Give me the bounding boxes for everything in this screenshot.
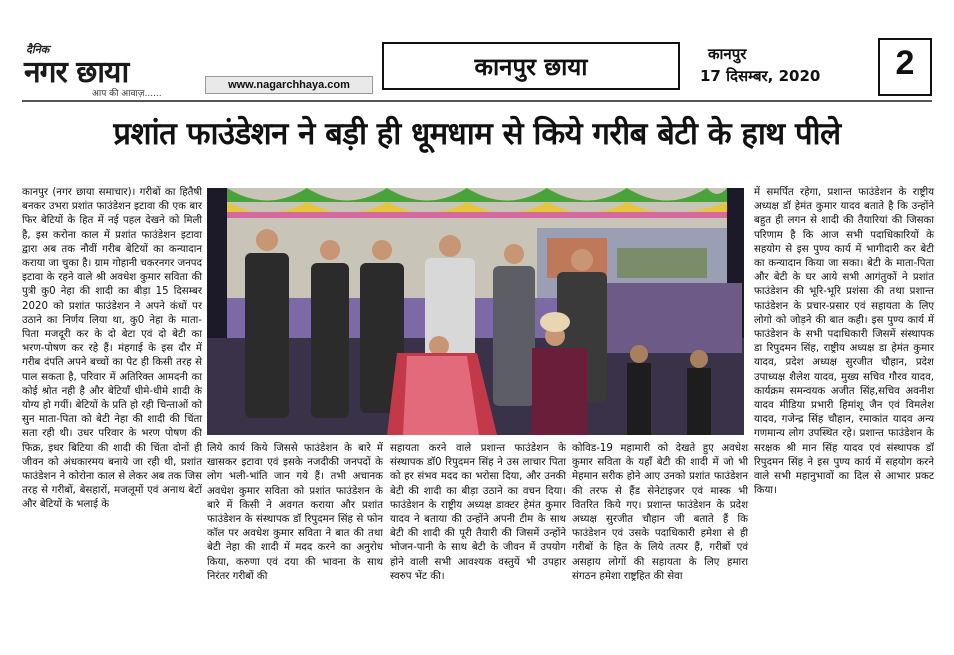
masthead-divider: [22, 100, 932, 102]
section-title: कानपुर छाया: [474, 53, 588, 81]
page-number-box: [878, 38, 932, 96]
article-column-3: सहायता करने वाले प्रशान्त फाउंडेशन के संस्थापक डॉ0 रिपुदमन सिंह ने उस लाचार पिता को हर संभव मदद का भरोसा दिया, और उनकी बेटी की शादी का बीड़ा उठाने का वचन दिया। फाउंडेशन के राष्ट्रीय अध्यक्ष डाक्टर हेमंत कुमार यादव ने बताया की उन्होंने अपनी टीम के साथ बेटी की शादी की पूरी तैयारी की जिसमें उन्होंने भोजन-पानी के साथ बेटी के जीवन में उपयोग होने वाली सभी आवश्यक वस्तुयें भी उपहार स्वरुप भेंट की।: [390, 443, 566, 582]
article-column-4: कोविड-19 महामारी को देखते हुए अवधेश कुमार सविता के यहाँ बेटी की शादी में जो भी मेहमान सरीक होने आए उनको प्रशांत फाउंडेशन की तरफ से हैंड सेनेटाइजर एवं मास्क भी वितरित किये गए। प्रशान्त फाउंडेशन के प्रदेश अध्यक्ष सुरजीत चौहान जी बताते हैं कि फाउंडेशन एवं उसके पदाधिकारी हमेशा से ही गरीबों के हित के लिये तत्पर हैं, गरीबों एवं असहाय लोगों की सहायता के लिए हमारा संगठन हमेशा राष्ट्रहित की सेवा: [572, 443, 748, 582]
logo-tagline: आप की आवाज़......: [92, 89, 162, 99]
headline: प्रशांत फाउंडेशन ने बड़ी ही धूमधाम से किये गरीब बेटी के हाथ पीले: [113, 116, 841, 152]
newspaper-logo: [22, 40, 208, 98]
logo-title: नगर छाया: [24, 55, 129, 90]
dateline-date: 17 दिसम्बर, 2020: [700, 67, 821, 85]
logo-prefix: दैनिक: [26, 43, 50, 56]
wedding-photo: [207, 188, 744, 435]
section-box: [382, 42, 680, 90]
photo-illustration: [207, 188, 744, 435]
page-number: 2: [895, 44, 915, 82]
website-url: www.nagarchhaya.com: [205, 76, 373, 94]
masthead: [22, 38, 932, 100]
dateline-city: कानपुर: [708, 45, 747, 63]
article-column-1: कानपुर (नगर छाया समाचार)। गरीबों का हितैषी बनकर उभरा प्रशांत फाउंडेशन इटावा की एक बार फिर बेटियों के हित में नई पहल देखने को मिली है, इस करोना काल में प्रशांत फाउंडेशन इटावा द्वारा अब तक नौवीं गरीब बेटियों का कन्यादान कराया जा चुका है। ग्राम गोहानी चकरनगर जनपद इटावा के रहने वाले श्री अवधेश कुमार सविता की पुत्री कु0 नेहा की शादी का बीड़ा 15 दिसम्बर 2020 को प्रशांत फाउंडेशन ने अपने कंधों पर उठाने का निर्णय लिया था, कु0 नेहा के माता-पिता मजदूरी कर के दो बेटा एवं दो बेटी का भरण-पोषण कर रहे हैं। मंहगाई के इस दौर में गरीब दंपति अपने बच्चों का पेट ही किसी तरह से पाल सकता है, परिवार में अतिरिक्त आमदनी का कोई श्रोत नही है और बेटियाँ धीमे-धीमे शादी के योग्य हो गयीं। बेटियों के प्रति हो रही चिन्ताओं को सुन माता-पिता को बेटी नेहा की शादी की चिंता सता रही थी। उधर परिवार के भरण पोषण की फिक्र, इधर बिटिया की शादी की चिंता दोनों ही जीवन को अंधकारमय बनाये जा रही थी, प्रशांत फाउंडेशन ने कोरोना काल से लेकर अब तक जिस तरह से गरीबों, बेसहारों, मजलूमों एवं अनाथ बेटों और बेटियों के भलाई के: [22, 187, 202, 511]
article-column-2: लिये कार्य किये जिससे फाउंडेशन के बारे में खासकर इटावा एवं इसके नजदीकी जनपदों के लोग भली-भांति जान गये हैं। तभी अचानक अवधेश कुमार सविता को प्रशांत फाउंडेशन के बारे में किसी ने अवगत कराया और प्रशांत फाउंडेशन के संस्थापक डॉ रिपुदमन सिंह से फोन कॉल पर अवधेश कुमार सविता ने बात की तथा बेटी नेहा की शादी में मदद करने का अनुरोध किया, करुणा एवं दया की भावना के साथ निरंतर गरीबों की: [207, 443, 383, 582]
article-column-5: में समर्पित रहेगा, प्रशान्त फाउंडेशन के राष्ट्रीय अध्यक्ष डॉ हेमंत कुमार यादव बताते है कि उन्होंने बहुत ही लगन से शादी की तैयारियां की जिसका परिणाम है कि आज सभी पदाधिकारियों के सहयोग से इस पुण्य कार्य में भागीदारी कर बेटी का कन्यादान किया जा सका। बेटी के माता-पिता और बेटी के घर आये सभी आगंतुकों ने प्रशांत फाउंडेशन की भूरि-भूरि प्रशंसा की तथा प्रशान्त फाउंडेशन के प्रचार-प्रसार एवं सहायता के लिए लोगो को जोड़ने की बात कही। इस पुण्य कार्य में फाउंडेशन के सभी पदाधिकारी जिसमें संस्थापक डा रिपुदमन सिंह, राष्ट्रीय अध्यक्ष डा हेमंत कुमार यादव, प्रदेश अध्यक्ष सुरजीत चौहान, प्रदेश उपाध्यक्ष शैलेश यादव, मुख्य सचिव गौरव यादव, कार्यक्रम समन्वयक अजीत सिंह,सचिव अवनीश यादव मीडिया प्रभारी हिमांशू जैन एवं विमलेश यादव, गजेन्द्र सिंह चौहान, रमाकांत यादव अन्य गणमान्य लोग उपस्थित रहे। प्रशान्त फाउंडेशन के सरक्षक श्री मान सिंह यादव एवं संस्थापक डॉ रिपुदमन सिंह ने इस पुण्य कार्य में सहयोग करने वाले सभी महानुभावों का दिल से आभार प्रकट किया।: [754, 187, 934, 497]
